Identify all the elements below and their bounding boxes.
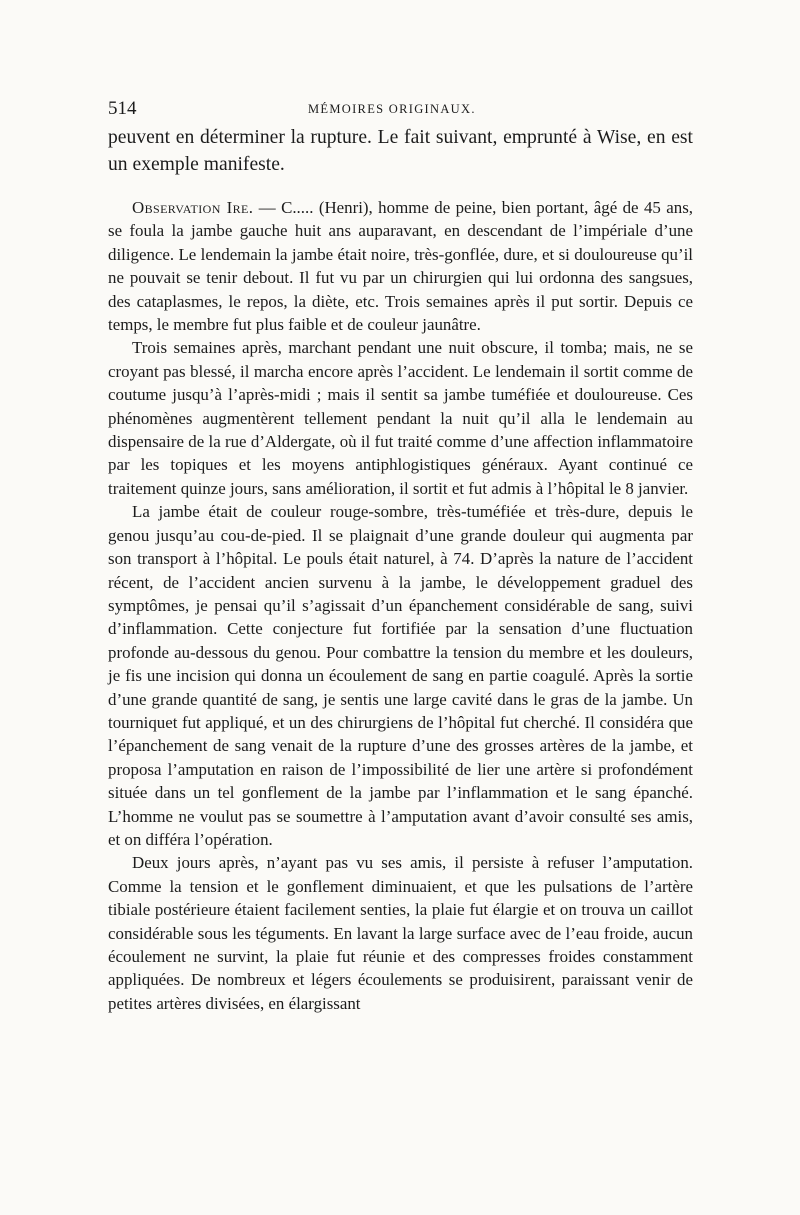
lead-paragraph: peuvent en déterminer la rupture. Le fait suivant, emprunté à Wise, en est un exemple manifeste. (108, 127, 693, 175)
page-number: 514 (108, 98, 137, 119)
body-text (108, 124, 693, 1015)
running-title: MÉMOIRES ORIGINAUX. (308, 102, 476, 116)
observation-paragraph (108, 196, 693, 336)
paragraph: La jambe était de couleur rouge-sombre, très-tuméfiée et très-dure, depuis le genou jusqu’au cou-de-pied. Il se plaignait d’une grande douleur qui augmenta par son transport à l’hôpital. Le pouls était naturel, à 74. D’après la nature de l’accident récent, de l’accident ancien survenu à la jambe, le développement graduel des symptômes, je pensai qu’il s’agissait d’un épanchement considérable de sang, suivi d’inflammation. Cette conjecture fut fortifiée par la sensation d’une fluctuation profonde au-dessous du genou. Pour combattre la tension du membre et les douleurs, je fis une incision qui donna un écoulement de sang en partie coagulé. Après la sortie d’une grande quantité de sang, je sentis une large cavité dans le gras de la jambe. Un tourniquet fut appliqué, et un des chirurgiens de l’hôpital fut cherché. Il considéra que l’épanchement de sang venait de la rupture d’une des grosses artères de la jambe, et proposa l’amputation en raison de l’impossibilité de lier une artère si profondément située dans un tel gonflement de la jambe par l’inflammation et le sang épanché. L’homme ne voulut pas se soumettre à l’amputation avant d’avoir consulté ses amis, et on différa l’opération. (108, 502, 693, 849)
observation-text: — C..... (Henri), homme de peine, bien portant, âgé de 45 ans, se foula la jambe gauche huit ans auparavant, en descendant de l’impériale d’une diligence. Le lendemain la jambe était noire, très-gonflée, dure, et si douloureuse qu’il ne pouvait se tenir debout. Il fut vu par un chirurgien qui lui ordonna des sangsues, des cataplasmes, le repos, la diète, etc. Trois semaines après il put sortir. Depuis ce temps, le membre fut plus faible et de couleur jaunâtre. (108, 198, 693, 335)
running-header (108, 98, 693, 122)
paragraph: Deux jours après, n’ayant pas vu ses amis, il persiste à refuser l’amputation. Comme la tension et le gonflement diminuaient, et que les pulsations de l’artère tibiale postérieure étaient facilement senties, la plaie fut élargie et on trouva un caillot considérable sous les téguments. En lavant la large surface avec de l’eau froide, aucun écoulement ne survint, la plaie fut réunie et des compresses froides constamment appliquées. De nombreux et légers écoulements se produisirent, paraissant venir de petites artères divisées, en élargissant (108, 853, 693, 1013)
paragraph: Trois semaines après, marchant pendant une nuit obscure, il tomba; mais, ne se croyant pas blessé, il marcha encore après l’accident. Le lendemain il sortit comme de coutume jusqu’à l’après-midi ; mais il sentit sa jambe tuméfiée et douloureuse. Ces phénomènes augmentèrent tellement pendant la nuit qu’il alla le lendemain au dispensaire de la rue d’Aldergate, où il fut traité comme d’une affection inflammatoire par les topiques et les moyens antiphlogistiques généraux. Ayant continué ce traitement quinze jours, sans amélioration, il sortit et fut admis à l’hôpital le 8 janvier. (108, 338, 693, 498)
observation-label: Observation Ire. (132, 198, 254, 217)
